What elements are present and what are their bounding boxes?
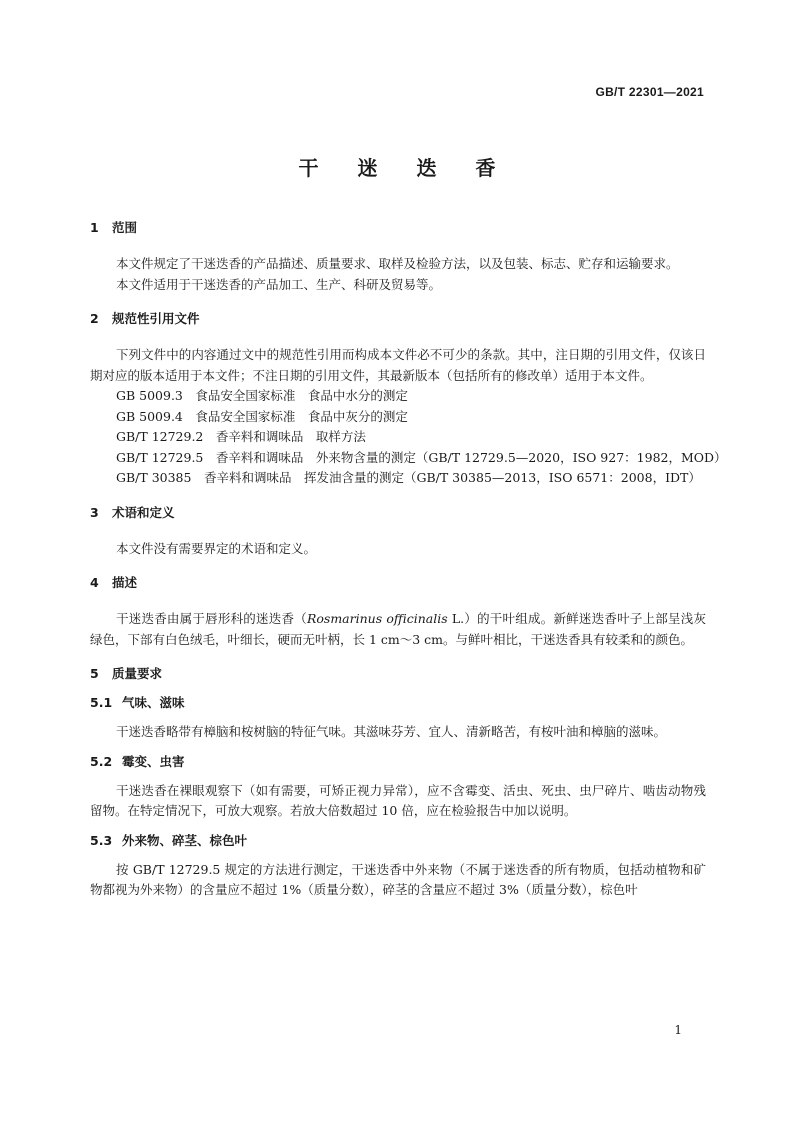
section-heading-scope xyxy=(90,218,706,238)
reference-item: GB 5009.4 食品安全国家标准 食品中灰分的测定 xyxy=(116,408,408,424)
document-body xyxy=(90,218,727,901)
reference-item: GB 5009.3 食品安全国家标准 食品中水分的测定 xyxy=(116,388,408,403)
paragraph: 下列文件中的内容通过文中的规范性引用而构成本文件必不可少的条款。其中，注日期的引用文件，仅该日期对应的版本适用于本文件；不注日期的引用文件，其最新版本（包括所有的修改单）适用于本文件。 xyxy=(90,347,706,383)
reference-item: GB/T 30385 香辛料和调味品 挥发油含量的测定（GB/T 30385—2013，ISO 6571：2008，IDT） xyxy=(116,470,701,485)
text-run: L.）的干叶组成。新鲜迷迭香叶子上部呈浅灰绿色，下部有白色绒毛，叶细长，硬而无叶柄，长 1 cm～3 cm。与鲜叶相比，干迷迭香具有较柔和的颜色。 xyxy=(90,611,706,647)
section-number: 2 xyxy=(90,311,99,326)
section-title: 术语和定义 xyxy=(112,504,175,520)
subsection-number: 5.2 xyxy=(90,753,113,769)
paragraph: 本文件没有需要界定的术语和定义。 xyxy=(116,540,317,556)
standard-code: GB/T 22301—2021 xyxy=(595,85,704,99)
section-title: 描述 xyxy=(112,575,138,590)
reference-item: GB/T 12729.2 香辛料和调味品 取样方法 xyxy=(116,429,366,444)
subsection-heading-mould xyxy=(90,752,706,772)
section-number: 1 xyxy=(90,220,99,235)
section-number: 3 xyxy=(90,504,99,520)
section-number: 5 xyxy=(90,666,99,681)
document-title: 干 迷 迭 香 xyxy=(298,156,512,180)
text-run: 干迷迭香由属于唇形科的迷迭香（ xyxy=(116,611,307,626)
latin-name: Rosmarinus officinalis xyxy=(306,611,448,626)
subsection-title: 气味、滋味 xyxy=(122,695,185,710)
paragraph xyxy=(90,609,706,650)
paragraph: 干迷迭香在裸眼观察下（如有需要，可矫正视力异常），应不含霉变、活虫、死虫、虫尸碎片、啮齿动物残留物。在特定情况下，可放大观察。若放大倍数超过 10 倍，应在检验报告中加以说明。 xyxy=(90,782,706,818)
reference-item: GB/T 12729.5 香辛料和调味品 外来物含量的测定（GB/T 12729.5—2020，ISO 927：1982，MOD） xyxy=(116,449,727,465)
paragraph: 按 GB/T 12729.5 规定的方法进行测定，干迷迭香中外来物（不属于迷迭香的所有物质，包括动植物和矿物都视为外来物）的含量应不超过 1%（质量分数），碎茎的含量应不超过 3%（质量分数），棕色叶 xyxy=(90,861,706,897)
subsection-heading-extraneous xyxy=(90,831,706,851)
paragraph: 本文件规定了干迷迭香的产品描述、质量要求、取样及检验方法，以及包装、标志、贮存和运输要求。 xyxy=(116,256,679,271)
section-number: 4 xyxy=(90,575,99,590)
section-heading-terms xyxy=(90,503,706,523)
subsection-title: 外来物、碎茎、棕色叶 xyxy=(122,832,248,848)
section-heading-quality xyxy=(90,664,706,684)
section-title: 范围 xyxy=(112,220,138,235)
section-heading-normative-references xyxy=(90,309,706,329)
section-heading-description xyxy=(90,573,706,593)
section-title: 规范性引用文件 xyxy=(112,311,200,326)
subsection-heading-odour xyxy=(90,693,706,713)
subsection-title: 霉变、虫害 xyxy=(122,753,185,769)
subsection-number: 5.1 xyxy=(90,695,113,710)
paragraph: 本文件适用于干迷迭香的产品加工、生产、科研及贸易等。 xyxy=(116,276,442,292)
subsection-number: 5.3 xyxy=(90,832,113,848)
paragraph: 干迷迭香略带有樟脑和桉树脑的特征气味。其滋味芬芳、宜人、清新略苦，有桉叶油和樟脑的滋味。 xyxy=(116,724,667,739)
section-title: 质量要求 xyxy=(112,666,163,681)
page-number: 1 xyxy=(674,1023,682,1037)
